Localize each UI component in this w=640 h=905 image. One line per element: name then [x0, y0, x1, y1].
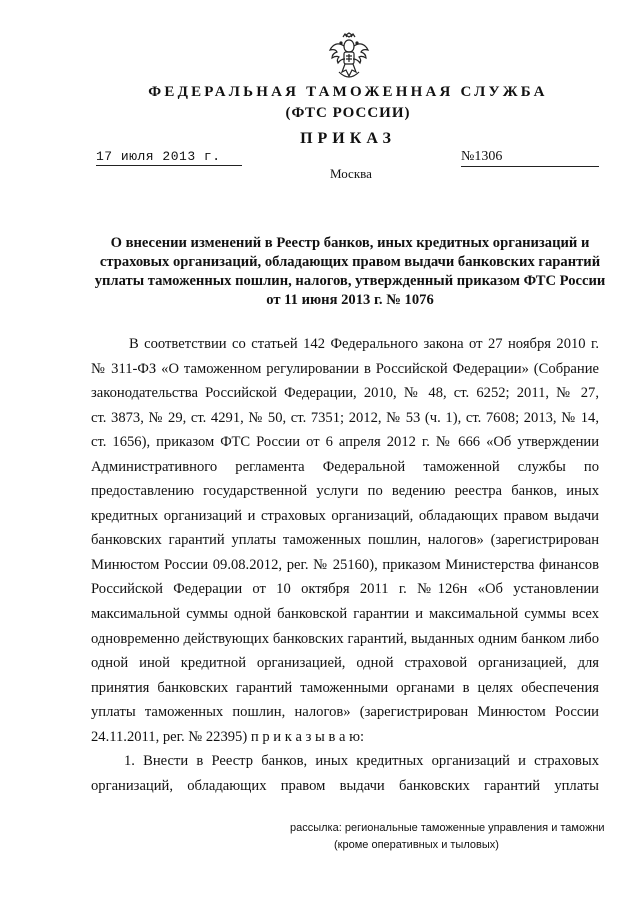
agency-name: ФЕДЕРАЛЬНАЯ ТАМОЖЕННАЯ СЛУЖБА	[148, 84, 548, 100]
document-type: ПРИКАЗ	[300, 130, 396, 147]
body-line: Минюстом России 09.08.2012, рег. № 25160), приказом Министерства финансов	[91, 556, 599, 573]
body-line: предоставлению государственной услуги по ведению реестра банков, иных	[91, 483, 599, 500]
body-line: уплаты таможенных пошлин, налогов» (зарегистрирован Минюстом России	[91, 704, 599, 721]
russian-coat-of-arms-icon	[327, 32, 371, 80]
body-line: 1. Внести в Реестр банков, иных кредитных организаций и страховых	[124, 753, 599, 770]
body-line: В соответствии со статьей 142 Федерального закона от 27 ноября 2010 г.	[129, 336, 599, 352]
order-date: 17 июля 2013 г.	[96, 149, 242, 166]
body-line: максимальной суммы одной банковской гарантии и максимальной суммы всех	[91, 606, 599, 623]
distribution-line: рассылка: региональные таможенные управления и таможни	[290, 822, 605, 834]
body-line: организаций, обладающих правом выдачи банковских гарантий уплаты	[91, 777, 599, 794]
body-line: принятия банковских гарантий таможенными органами в целях обеспечения	[91, 679, 599, 696]
heading-line: уплаты таможенных пошлин, налогов, утвержденный приказом ФТС России	[94, 273, 606, 289]
body-line: ст. 1656), приказом ФТС России от 6 апреля 2012 г. № 666 «Об утверждении	[91, 434, 599, 451]
heading-line: О внесении изменений в Реестр банков, иных кредитных организаций и	[110, 235, 590, 251]
body-line: одновременно действующих банковских гарантий, выданных одним банком либо	[91, 630, 599, 647]
document-heading	[90, 234, 610, 310]
body-line: 24.11.2011, рег. № 22395) п р и к а з ы в а ю:	[91, 728, 365, 745]
body-line: банковских гарантий уплаты таможенных пошлин, налогов» (зарегистрирован	[91, 532, 599, 549]
body-line: Российской Федерации от 10 октября 2011 г. №126н «Об установлении	[91, 581, 599, 598]
body-line: Административного регламента Федеральной таможенной службы по	[91, 458, 599, 475]
body-line: одной иной кредитной организацией, одной страховой организацией, для	[91, 655, 599, 672]
order-number: №1306	[461, 149, 599, 167]
heading-line: от 11 июня 2013 г. № 1076	[266, 292, 434, 308]
issue-city: Москва	[330, 166, 372, 181]
heading-line: страховых организаций, обладающих правом выдачи банковских гарантий	[99, 254, 601, 270]
distribution-note	[290, 820, 610, 854]
document-body	[91, 332, 599, 798]
body-line: ст. 3873, № 29, ст. 4291, № 50, ст. 7351; 2012, № 53 (ч. 1), ст. 7608; 2013, № 14,	[91, 409, 599, 426]
body-line: № 311-ФЗ «О таможенном регулировании в Российской Федерации» (Собрание	[91, 360, 599, 377]
body-line: кредитных организаций и страховых организаций, обладающих правом выдачи	[91, 507, 599, 524]
agency-abbreviation: (ФТС РОССИИ)	[285, 105, 411, 121]
distribution-line: (кроме оперативных и тыловых)	[334, 839, 499, 851]
body-line: законодательства Российской Федерации, 2010, № 48, ст. 6252; 2011, № 27,	[91, 385, 599, 402]
